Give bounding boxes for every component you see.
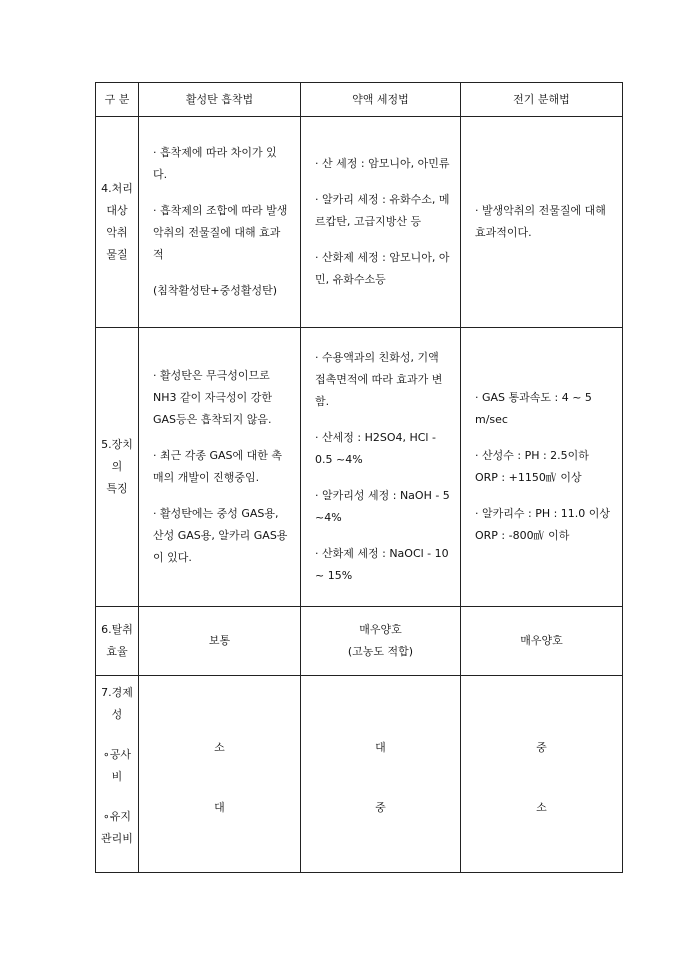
- cell-target-carbon: · 흡착제에 따라 차이가 있다. · 흡착제의 조합에 따라 발생악취의 전물질에 대해 효과적 (침착활성탄+중성활성탄): [139, 117, 301, 328]
- cell-target-electrolysis: · 발생악취의 전물질에 대해 효과적이다.: [461, 117, 623, 328]
- header-category: 구 분: [96, 83, 139, 117]
- cell-efficiency-chemical: 매우양호 (고농도 적합): [301, 607, 461, 676]
- comparison-table: [95, 82, 623, 873]
- cell-economy-chemical: 대 중: [301, 676, 461, 873]
- cell-features-electrolysis: · GAS 통과속도 : 4 ~ 5 m/sec · 산성수 : PH : 2.5이하 ORP : +1150㎷ 이상 · 알카리수 : PH : 11.0 이상 ORP : -800㎷ 이하: [461, 328, 623, 607]
- cell-economy-carbon: 소 대: [139, 676, 301, 873]
- cell-efficiency-carbon: 보통: [139, 607, 301, 676]
- cell-features-chemical: · 수용액과의 친화성, 기액 접촉면적에 따라 효과가 변함. · 산세정 : H2SO4, HCl - 0.5 ~4% · 알카리성 세정 : NaOH - 5 ~4% · 산화제 세정 : NaOCl - 10 ~ 15%: [301, 328, 461, 607]
- row-label-features: 5.장치 의 특징: [96, 328, 139, 607]
- cell-features-carbon: · 활성탄은 무극성이므로 NH3 같이 자극성이 강한 GAS등은 흡착되지 않음. · 최근 각종 GAS에 대한 촉매의 개발이 진행중임. · 활성탄에는 중성 GAS용, 산성 GAS용, 알카리 GAS용이 있다.: [139, 328, 301, 607]
- row-label-target-odor: 4.처리 대상 악취 물질: [96, 117, 139, 328]
- cell-target-chemical: · 산 세정 : 암모니아, 아민류 · 알카리 세정 : 유화수소, 메르캅탄, 고급지방산 등 · 산화제 세정 : 암모니아, 아민, 유화수소등: [301, 117, 461, 328]
- row-economy: [96, 676, 623, 873]
- header-chemical-scrubbing: 약액 세정법: [301, 83, 461, 117]
- row-efficiency: [96, 607, 623, 676]
- row-features: [96, 328, 623, 607]
- row-label-economy: 7.경제 성 ∘공사 비 ∘유지 관리비: [96, 676, 139, 873]
- header-row: [96, 83, 623, 117]
- cell-efficiency-electrolysis: 매우양호: [461, 607, 623, 676]
- row-target-odor: [96, 117, 623, 328]
- label-maintenance-cost: ∘유지: [102, 810, 132, 823]
- label-construction-cost: ∘공사: [102, 748, 132, 761]
- cell-economy-electrolysis: 중 소: [461, 676, 623, 873]
- header-electrolysis: 전기 분해법: [461, 83, 623, 117]
- row-label-efficiency: 6.탈취 효율: [96, 607, 139, 676]
- header-activated-carbon: 활성탄 흡착법: [139, 83, 301, 117]
